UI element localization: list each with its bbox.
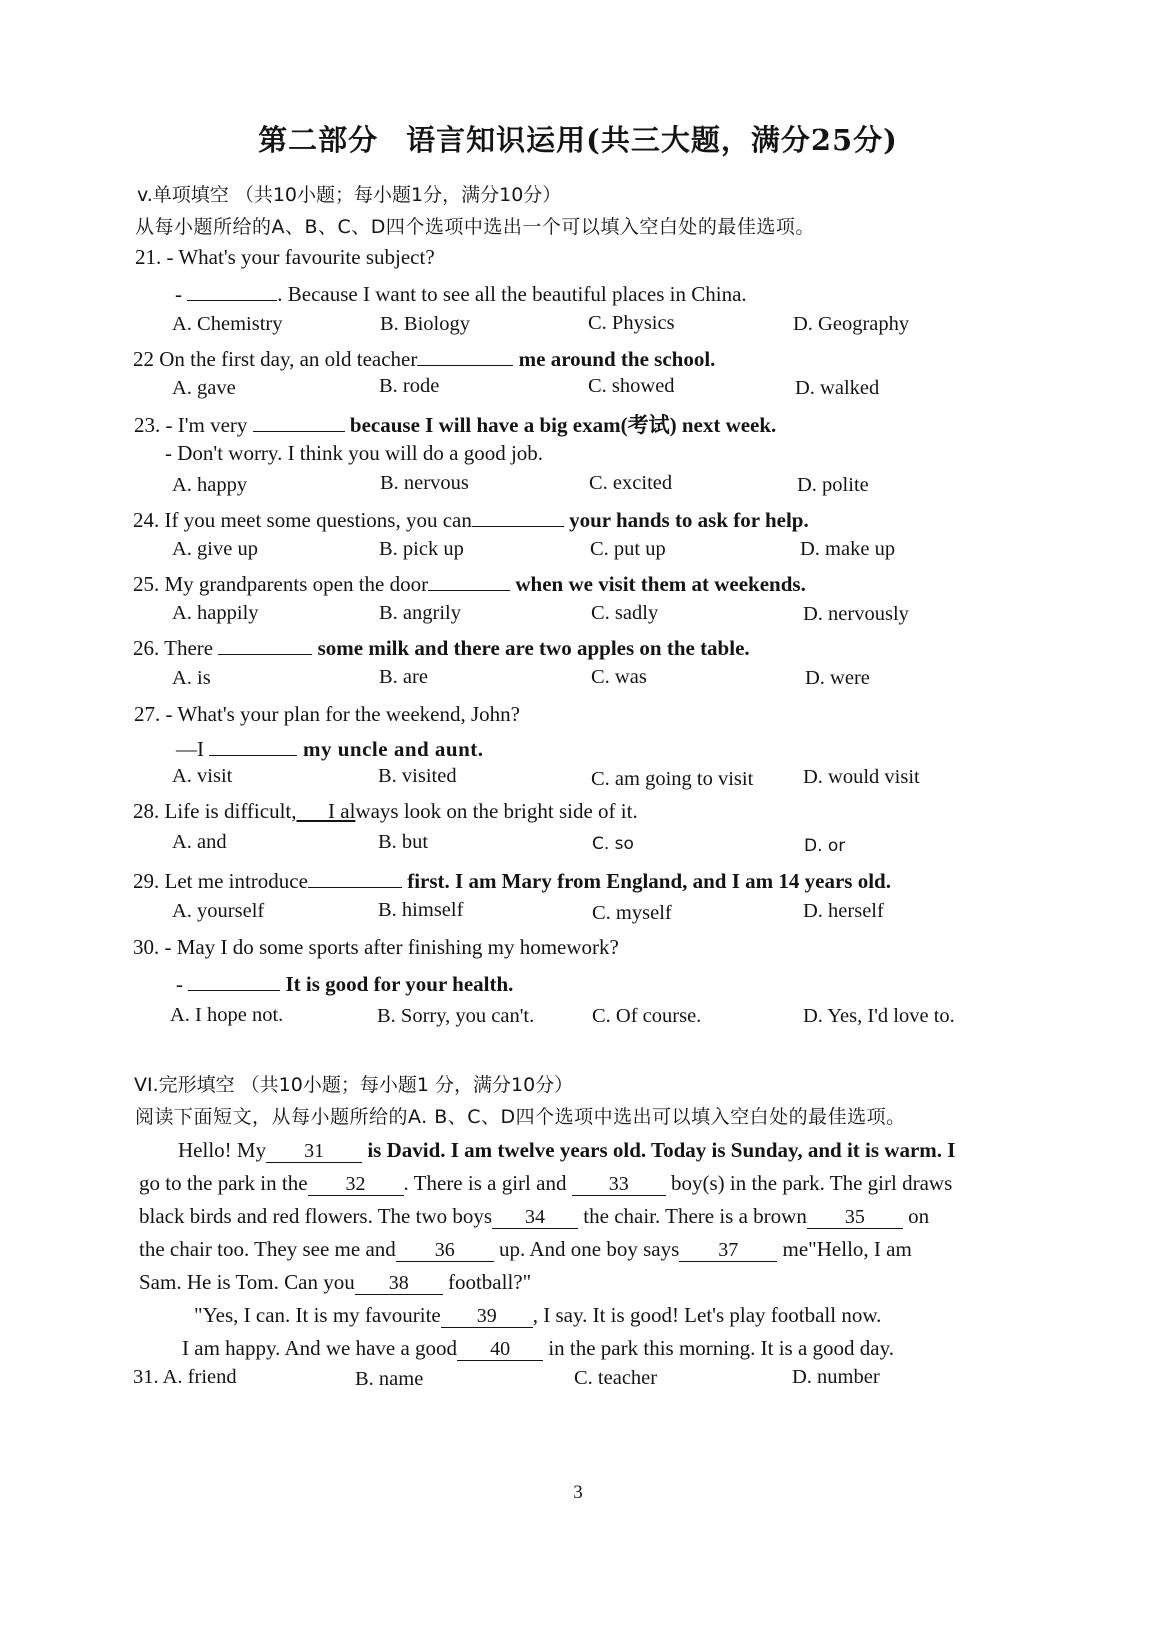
cloze-blank-32[interactable]: 32 (308, 1173, 404, 1196)
section-5-heading: v.单项填空 （共10小题；每小题1分，满分10分） (137, 184, 562, 206)
question-31-option-c[interactable]: C. teacher (574, 1367, 658, 1389)
option-c[interactable]: C. was (591, 666, 647, 688)
passage-line: I am happy. And we have a good 40 in the park this morning. It is a good day. (182, 1336, 894, 1360)
option-d[interactable]: D. nervously (803, 603, 909, 625)
passage-line: Sam. He is Tom. Can you 38 football?" (139, 1270, 532, 1294)
cloze-passage (139, 1134, 1047, 1365)
cloze-blank-33[interactable]: 33 (572, 1173, 666, 1196)
option-b[interactable]: B. visited (378, 765, 457, 787)
option-d[interactable]: D. make up (800, 538, 896, 560)
part-label: 第二部分 (258, 123, 379, 157)
question-27-stem: 27. - What's your plan for the weekend, John? (134, 702, 520, 726)
option-b[interactable]: B. but (378, 831, 429, 853)
question-22-stem: 22 On the first day, an old teacher me around the school. (133, 347, 716, 371)
passage-line: the chair too. They see me and 36 up. And one boy says 37 me"Hello, I am (139, 1237, 912, 1261)
option-b[interactable]: B. pick up (379, 538, 464, 560)
answer-blank[interactable] (209, 735, 297, 756)
answer-blank[interactable] (188, 970, 280, 991)
cloze-blank-38[interactable]: 38 (355, 1272, 443, 1295)
option-c[interactable]: C. put up (590, 538, 666, 560)
answer-blank[interactable] (253, 411, 345, 432)
cloze-blank-37[interactable]: 37 (679, 1239, 777, 1262)
passage-line: go to the park in the 32 . There is a girl and 33 boy(s) in the park. The girl draws (139, 1171, 953, 1195)
option-c[interactable]: C. am going to visit (591, 768, 754, 790)
page-number: 3 (573, 1482, 583, 1503)
option-a[interactable]: A. happy (172, 474, 248, 496)
question-21-answer-line: - . Because I want to see all the beautiful places in China. (175, 282, 747, 306)
cloze-blank-31[interactable]: 31 (266, 1140, 362, 1163)
question-23-stem: 23. - I'm very because I will have a big exam(考试) next week. (134, 413, 777, 437)
question-23-reply: - Don't worry. I think you will do a good job. (165, 441, 544, 465)
option-d[interactable]: D. or (804, 836, 846, 856)
cloze-blank-34[interactable]: 34 (492, 1206, 578, 1229)
option-c[interactable]: C. showed (588, 375, 675, 397)
option-a[interactable]: A. and (172, 831, 227, 853)
question-31-option-b[interactable]: B. name (355, 1368, 424, 1390)
option-b[interactable]: B. himself (378, 899, 464, 921)
section-6-instruction: 阅读下面短文，从每小题所给的A. B、C、D四个选项中选出可以填入空白处的最佳选项。 (135, 1106, 906, 1128)
answer-blank[interactable] (472, 506, 564, 527)
question-27-answer-line: —I my uncle and aunt. (176, 737, 484, 761)
option-a[interactable]: A. visit (172, 765, 233, 787)
option-a[interactable]: A. is (172, 667, 211, 689)
option-a[interactable]: A. Chemistry (172, 313, 283, 335)
passage-line: black birds and red flowers. The two boys 34 the chair. There is a brown 35 on (139, 1204, 930, 1228)
option-a[interactable]: A. give up (172, 538, 258, 560)
option-d[interactable]: D. would visit (803, 766, 920, 788)
passage-line: "Yes, I can. It is my favourite 39 , I say. It is good! Let's play football now. (194, 1303, 882, 1327)
question-30-answer-line: - It is good for your health. (176, 972, 514, 996)
answer-blank[interactable] (308, 867, 402, 888)
option-c[interactable]: C. sadly (591, 602, 659, 624)
option-d[interactable]: D. Yes, I'd love to. (803, 1005, 955, 1027)
cloze-blank-39[interactable]: 39 (441, 1305, 533, 1328)
option-b[interactable]: B. nervous (380, 472, 469, 494)
cloze-blank-36[interactable]: 36 (396, 1239, 494, 1262)
question-21-stem: 21. - What's your favourite subject? (135, 245, 435, 269)
answer-blank[interactable] (218, 634, 312, 655)
option-c[interactable]: C. Physics (588, 312, 675, 334)
answer-blank[interactable] (428, 570, 510, 591)
option-b[interactable]: B. rode (379, 375, 440, 397)
question-24-stem: 24. If you meet some questions, you can your hands to ask for help. (133, 508, 809, 532)
question-30-stem: 30. - May I do some sports after finishing my homework? (133, 935, 619, 959)
question-29-stem: 29. Let me introduce first. I am Mary from England, and I am 14 years old. (133, 869, 891, 893)
option-d[interactable]: D. Geography (793, 313, 910, 335)
option-d[interactable]: D. were (805, 667, 870, 689)
option-a[interactable]: A. yourself (172, 900, 265, 922)
option-b[interactable]: B. Sorry, you can't. (377, 1005, 535, 1027)
part-heading: 语言知识运用(共三大题，满分25分) (406, 123, 898, 157)
section-6-heading: VI.完形填空 （共10小题；每小题1 分，满分10分） (134, 1074, 574, 1096)
question-26-stem: 26. There some milk and there are two apples on the table. (133, 636, 750, 660)
option-c[interactable]: C. myself (592, 902, 672, 924)
answer-blank[interactable] (417, 345, 513, 366)
option-d[interactable]: D. walked (795, 377, 880, 399)
option-b[interactable]: B. angrily (379, 602, 461, 624)
option-c[interactable]: C. excited (589, 472, 673, 494)
question-31-option-d[interactable]: D. number (792, 1366, 880, 1388)
question-28-stem: 28. Life is difficult, I always look on the bright side of it. (133, 799, 638, 823)
cloze-blank-35[interactable]: 35 (807, 1206, 903, 1229)
option-a[interactable]: A. I hope not. (170, 1004, 284, 1026)
option-b[interactable]: B. are (379, 666, 428, 688)
option-d[interactable]: D. polite (797, 474, 869, 496)
option-a[interactable]: A. happily (172, 602, 259, 624)
option-d[interactable]: D. herself (803, 900, 884, 922)
question-31-option-a[interactable]: 31. A. friend (133, 1366, 237, 1388)
passage-line: Hello! My 31 is David. I am twelve years old. Today is Sunday, and it is warm. I (178, 1138, 956, 1162)
option-b[interactable]: B. Biology (380, 313, 470, 335)
option-c[interactable]: C. so (592, 834, 634, 854)
answer-blank[interactable]: I al (296, 799, 356, 823)
cloze-blank-40[interactable]: 40 (457, 1338, 543, 1361)
option-c[interactable]: C. Of course. (592, 1005, 702, 1027)
question-25-stem: 25. My grandparents open the door when we visit them at weekends. (133, 572, 806, 596)
answer-blank[interactable] (187, 280, 277, 301)
part-title (0, 118, 1156, 159)
section-5-instruction: 从每小题所给的A、B、C、D四个选项中选出一个可以填入空白处的最佳选项。 (135, 216, 815, 238)
option-a[interactable]: A. gave (172, 377, 236, 399)
